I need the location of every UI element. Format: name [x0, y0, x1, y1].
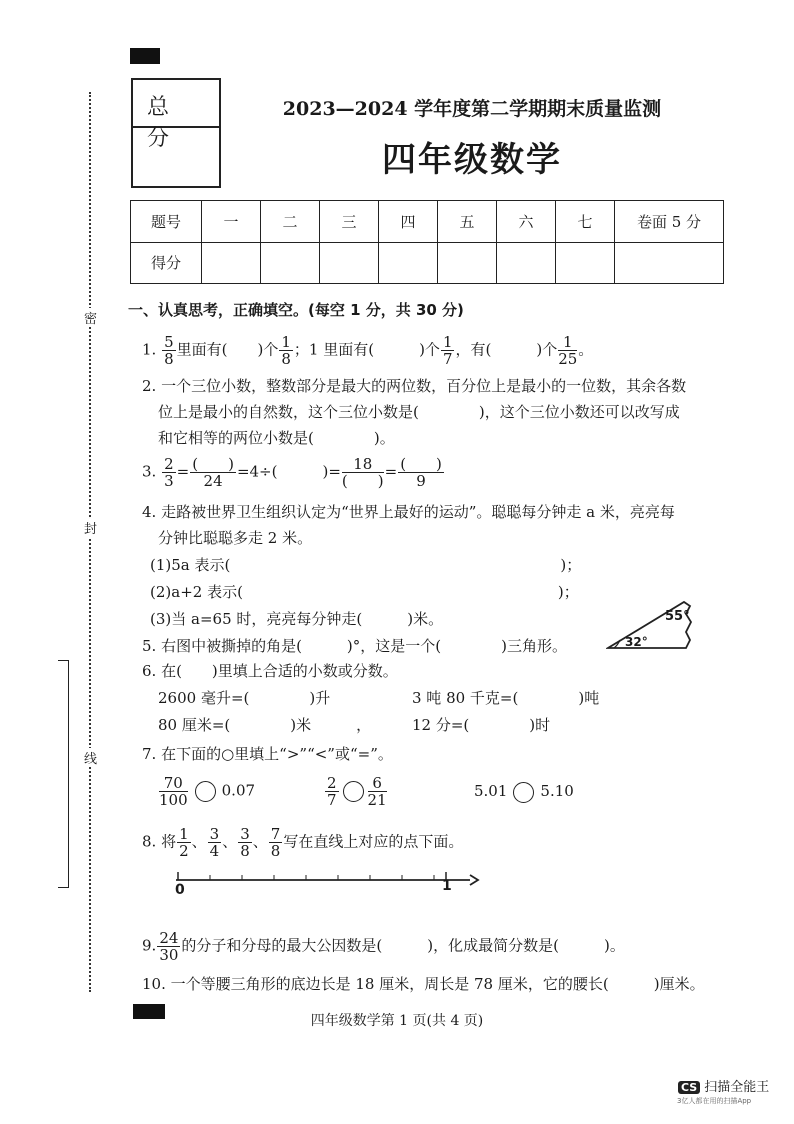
number-line-one: 1 [442, 878, 452, 894]
camscanner-icon: CS [678, 1081, 700, 1094]
compare-circle[interactable] [195, 781, 216, 802]
score-input-cell[interactable] [261, 242, 320, 284]
question-6-d[interactable]: 12 分=( )时 [412, 716, 551, 734]
fraction: $\frac{24}{30}$ [159, 929, 179, 964]
scanner-watermark [678, 1076, 769, 1095]
compare-circle[interactable] [343, 781, 364, 802]
question-1: 1. $\frac{5}{8}$ 里面有( )个 $\frac{1}{8}$ ；1 里面有( )个 $\frac{1}{7}$ ，有( )个 $\frac{1}{25}$ 。 [142, 333, 594, 368]
question-3[interactable]: 3. $\frac{2}{3}$ = $\frac{( )}{24}$ =4÷( )= $\frac{18}{( )}$ = $\frac{( )}{9}$ [142, 455, 442, 490]
seal-label-feng: 封 [84, 518, 97, 537]
score-table-score-row [131, 242, 724, 284]
exam-title: 2023—2024 学年度第二学期期末质量监测 [282, 98, 662, 120]
score-input-cell[interactable] [202, 242, 261, 284]
angle-label-32: 32° [625, 635, 648, 649]
question-6: 6. 在( )里填上合适的小数或分数。 [142, 662, 398, 680]
compare-2 [324, 775, 388, 808]
fraction: $\frac{2}{7}$ [327, 774, 337, 809]
question-4-line-1: 4. 走路被世界卫生组织认定为“世界上最好的运动”。聪聪每分钟走 a 米，亮亮每 [142, 503, 675, 521]
score-input-cell[interactable] [497, 242, 556, 284]
fraction: $\frac{3}{8}$ [240, 825, 250, 860]
score-table-cell: 五 [438, 201, 497, 243]
score-table-cell: 得分 [131, 242, 202, 284]
fraction: $\frac{1}{7}$ [442, 333, 453, 368]
angle-label-55: 55° [665, 609, 690, 624]
score-table-cell: 六 [497, 201, 556, 243]
question-10[interactable]: 10. 一个等腰三角形的底边长是 18 厘米，周长是 78 厘米，它的腰长( )厘米。 [142, 975, 705, 993]
total-score-box [131, 78, 221, 188]
question-2-line-3[interactable]: 和它相等的两位小数是( )。 [158, 429, 395, 447]
question-8: 8. 将 $\frac{1}{2}$ 、 $\frac{3}{4}$ 、 $\frac{3}{8}$ 、 $\frac{7}{8}$ 写在直线上对应的点下面。 [142, 825, 464, 860]
score-table-cell: 一 [202, 201, 261, 243]
seal-label-xian: 线 [84, 748, 97, 767]
question-4-sub-1[interactable]: (1)5a 表示( )； [150, 556, 582, 574]
question-6-c[interactable]: 80 厘米=( )米 ， [158, 716, 372, 734]
torn-triangle-figure [606, 600, 694, 652]
seal-label-mi: 密 [84, 308, 97, 327]
score-input-cell[interactable] [556, 242, 615, 284]
question-6-a[interactable]: 2600 毫升=( )升 [158, 689, 331, 707]
fraction[interactable]: $\frac{( )}{24}$ [192, 455, 234, 490]
fraction: $\frac{1}{25}$ [558, 333, 578, 368]
fraction[interactable]: $\frac{( )}{9}$ [400, 455, 442, 490]
score-table [130, 200, 724, 284]
question-5[interactable]: 5. 右图中被撕掉的角是( )°，这是一个( )三角形。 [142, 637, 567, 655]
compare-3: 5.01 5.10 [474, 781, 574, 803]
score-table-header-row [131, 201, 724, 243]
fraction: $\frac{1}{8}$ [281, 333, 291, 368]
question-4-line-2: 分钟比聪聪多走 2 米。 [158, 529, 313, 547]
scanner-name: 扫描全能王 [704, 1080, 770, 1095]
number-line-zero: 0 [175, 882, 185, 898]
fraction: $\frac{1}{2}$ [179, 825, 189, 860]
score-input-cell[interactable] [379, 242, 438, 284]
score-table-cell: 三 [320, 201, 379, 243]
fraction: $\frac{3}{4}$ [209, 825, 220, 860]
score-table-cell: 卷面 5 分 [615, 201, 724, 243]
total-score-label: 总 分 [133, 80, 219, 128]
fraction: $\frac{7}{8}$ [270, 825, 281, 860]
question-4-sub-3[interactable]: (3)当 a=65 时，亮亮每分钟走( )米。 [150, 610, 444, 628]
fraction: $\frac{6}{21}$ [367, 774, 387, 809]
binding-bracket [58, 660, 69, 888]
score-table-cell: 二 [261, 201, 320, 243]
fraction[interactable]: $\frac{18}{( )}$ [341, 455, 384, 490]
corner-mark-top [130, 48, 160, 64]
question-7: 7. 在下面的○里填上“>”“<”或“=”。 [142, 745, 393, 763]
question-4-sub-2[interactable]: (2)a+2 表示( )； [150, 583, 579, 601]
fraction: $\frac{70}{100}$ [159, 774, 188, 809]
compare-circle[interactable] [513, 782, 534, 803]
seal-line [89, 92, 91, 992]
section-title: 一、认真思考，正确填空。(每空 1 分，共 30 分) [128, 301, 464, 319]
question-6-b[interactable]: 3 吨 80 千克=( )吨 [412, 689, 600, 707]
subject-title: 四年级数学 [382, 140, 562, 180]
page-footer: 四年级数学第 1 页(共 4 页) [310, 1013, 484, 1029]
number-line [170, 868, 480, 888]
fraction: $\frac{5}{8}$ [164, 333, 174, 368]
score-table-cell: 七 [556, 201, 615, 243]
question-2-line-2[interactable]: 位上是最小的自然数，这个三位小数是( )，这个三位小数还可以改写成 [158, 403, 680, 421]
score-input-cell[interactable] [320, 242, 379, 284]
score-input-cell[interactable] [615, 242, 724, 284]
fraction: $\frac{2}{3}$ [164, 455, 174, 490]
question-2-line-1: 2. 一个三位小数，整数部分是最大的两位数，百分位上是最小的一位数，其余各数 [142, 377, 687, 395]
score-input-cell[interactable] [438, 242, 497, 284]
score-table-cell: 四 [379, 201, 438, 243]
question-9[interactable]: 9. $\frac{24}{30}$ 的分子和分母的最大公因数是( )，化成最简分数是( )。 [142, 929, 625, 964]
compare-1: $\frac{70}{100}$ 0.07 [159, 774, 256, 809]
scanner-tagline: 3亿人都在用的扫描App [677, 1097, 752, 1105]
score-table-cell: 题号 [131, 201, 202, 243]
